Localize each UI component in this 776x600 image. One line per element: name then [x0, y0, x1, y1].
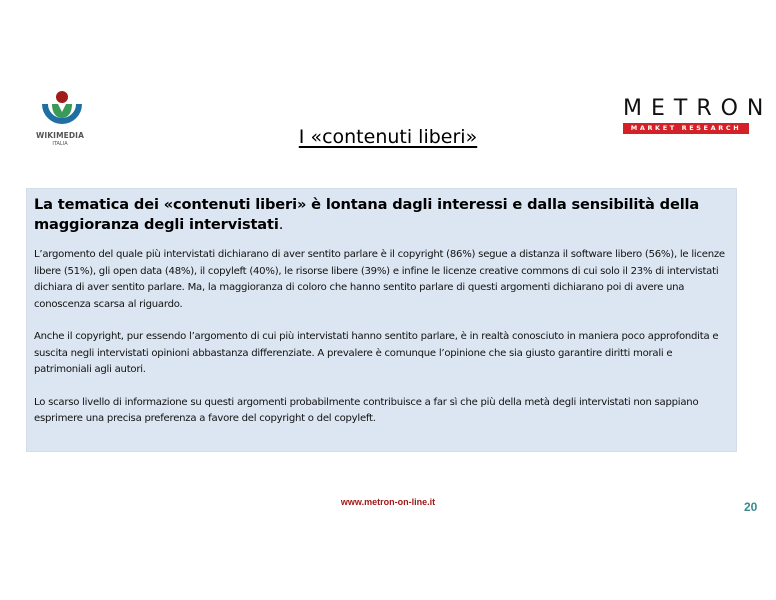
- paragraph-awareness: L’argomento del quale più intervistati dichiarano di aver sentito parlare è il copyright (86%) segue a distanza il software libero (56%), le licenze libere (51%), gli open data (48%), il copyleft (40%), le risorse libere (39%) e infine le licenze creative commons di cui solo il 23% di intervistati dichiara di aver sentito parlare. Ma, la maggioranza di coloro che hanno sentito parlare di questi argomenti dichiarano poi di avere una conoscenza scarsa al riguardo.: [34, 249, 725, 310]
- headline-period: .: [278, 216, 284, 233]
- paragraph-copyright: Anche il copyright, pur essendo l’argomento di cui più intervistati hanno sentito parlare, è in realtà conosciuto in maniera poco approfondita e suscita negli intervistati opinioni abbastanza differenziate. A prevalere è comunque l’opinione che sia giusto garantire diritti morali e patrimoniali agli autori.: [34, 331, 719, 375]
- paragraph-conclusion: Lo scarso livello di informazione su questi argomenti probabilmente contribuisce a far sì che più della metà degli intervistati non sappiano esprimere una precisa preferenza a favore del copyright o del copyleft.: [34, 396, 699, 424]
- summary-headline: [34, 195, 729, 235]
- headline-text: La tematica dei «contenuti liberi» è lontana dagli interessi e dalla sensibilità della maggioranza degli intervistati: [34, 196, 700, 233]
- metron-wordmark: METRON: [623, 96, 773, 121]
- footer-website-link[interactable]: www.metron-on-line.it: [340, 497, 436, 507]
- wikimedia-subtitle: ITALIA: [52, 141, 68, 147]
- summary-box: [26, 188, 737, 452]
- page-number: 20: [744, 500, 758, 514]
- metron-tagline: MARKET RESEARCH: [623, 123, 749, 134]
- slide-title: [0, 126, 776, 148]
- slide-title-text: I «contenuti liberi»: [298, 126, 478, 148]
- wikimedia-name: WIKIMEDIA: [36, 131, 84, 140]
